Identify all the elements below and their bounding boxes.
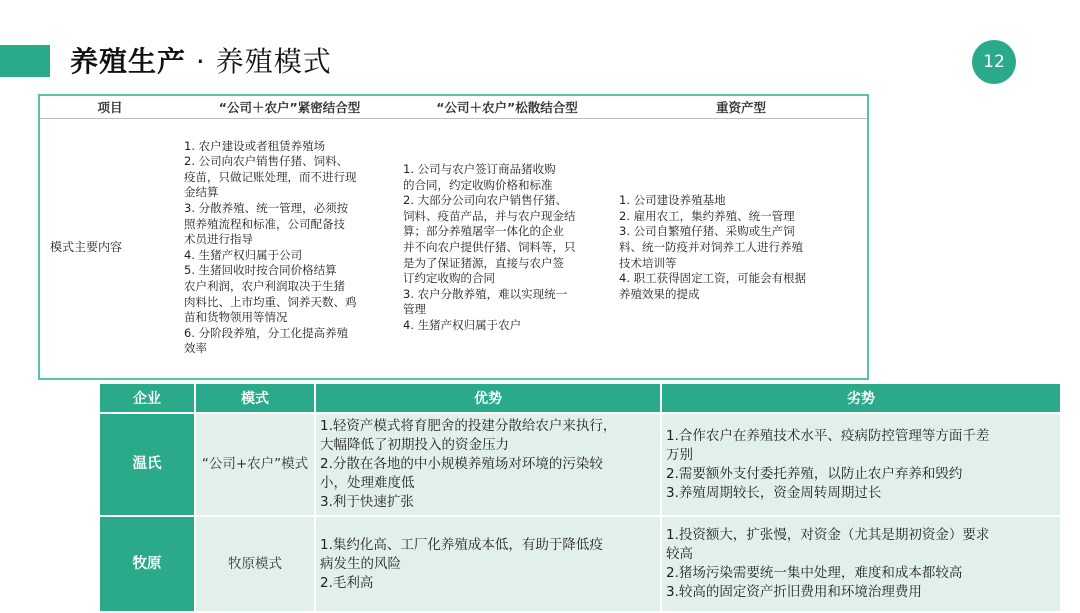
heavy-line: 4. 职工获得固定工资，可能会有根据 xyxy=(619,271,807,286)
header-heavy: 重资产型 xyxy=(615,96,867,119)
models-table-header xyxy=(40,96,867,119)
mode-cell: 牧原模式 xyxy=(195,516,315,612)
header-pros: 优势 xyxy=(315,383,661,413)
company-cell: 牧原 xyxy=(99,516,195,612)
tight-line: 5. 生猪回收时按合同价格结算 xyxy=(184,263,337,278)
models-table-row xyxy=(40,119,867,377)
table-row xyxy=(99,516,1061,612)
heavy-cell xyxy=(615,119,867,377)
header-company: 企业 xyxy=(99,383,195,413)
pros-line: 小，处理难度低 xyxy=(320,475,415,491)
loose-line: 2. 大部分公司向农户销售仔猪、 xyxy=(403,193,568,208)
row-label: 模式主要内容 xyxy=(50,239,123,254)
loose-line: 饲料、疫苗产品，并与农户现金结 xyxy=(403,208,576,223)
pros-line: 大幅降低了初期投入的资金压力 xyxy=(320,437,509,453)
tight-line: 照养殖流程和标准，公司配备技 xyxy=(184,216,345,231)
cons-cell xyxy=(661,516,1061,612)
company-cell: 温氏 xyxy=(99,413,195,516)
title-main: 养殖生产 xyxy=(70,45,187,78)
tight-line: 术员进行指导 xyxy=(184,232,253,247)
comparison-table-header xyxy=(99,383,1061,413)
cons-line: 1.投资额大，扩张慢，对资金（尤其是期初资金）要求 xyxy=(666,527,990,543)
cons-line: 3.养殖周期较长，资金周转周期过长 xyxy=(666,484,882,501)
pros-cell xyxy=(315,413,661,516)
page-number-badge: 12 xyxy=(972,40,1016,84)
title-separator: · xyxy=(195,45,206,78)
tight-line: 1. 农户建设或者租赁养殖场 xyxy=(184,138,326,153)
title-accent-bar xyxy=(0,45,50,77)
heavy-line: 2. 雇用农工，集约养殖、统一管理 xyxy=(619,208,795,223)
loose-cell xyxy=(399,119,615,377)
loose-line: 1. 公司与农户签订商品猪收购 xyxy=(403,161,556,176)
header-item: 项目 xyxy=(40,96,180,119)
heavy-line: 技术培训等 xyxy=(619,255,677,270)
loose-line: 是为了保证猪源，直接与农户签 xyxy=(403,255,564,270)
heavy-line: 料、统一防疫并对饲养工人进行养殖 xyxy=(619,239,803,254)
cons-line: 1.合作农户在养殖技术水平、疫病防控管理等方面千差 xyxy=(666,427,990,444)
tight-line: 3. 分散养殖、统一管理，必须按 xyxy=(184,200,349,215)
pros-line: 2.毛利高 xyxy=(320,574,374,591)
header-mode: 模式 xyxy=(195,383,315,413)
header-cons: 劣势 xyxy=(661,383,1061,413)
tight-line: 苗和货物领用等情况 xyxy=(184,310,288,325)
loose-line: 的合同，约定收购价格和标准 xyxy=(403,177,553,192)
pros-line: 2.分散在各地的中小规模养殖场对环境的污染较 xyxy=(320,456,603,472)
tight-line: 疫苗，只做记账处理，而不进行现 xyxy=(184,169,357,184)
models-table xyxy=(38,94,869,380)
heavy-line: 养殖效果的提成 xyxy=(619,286,700,301)
tight-line: 肉料比、上市均重、饲养天数、鸡 xyxy=(184,294,357,309)
cons-line: 3.较高的固定资产折旧费用和环境治理费用 xyxy=(666,584,922,600)
loose-line: 算；部分养殖屠宰一体化的企业 xyxy=(403,224,564,239)
page-title xyxy=(70,40,332,80)
loose-line: 订约定收购的合同 xyxy=(403,271,495,286)
loose-line: 管理 xyxy=(403,302,426,317)
tight-line: 2. 公司向农户销售仔猪、饲料、 xyxy=(184,154,349,169)
cons-line: 万别 xyxy=(666,446,693,463)
loose-line: 并不向农户提供仔猪、饲料等，只 xyxy=(403,239,576,254)
pros-line: 3.利于快速扩张 xyxy=(320,494,414,510)
tight-line: 农户利润，农户利润取决于生猪 xyxy=(184,278,345,293)
tight-line: 效率 xyxy=(184,341,207,356)
tight-line: 6. 分阶段养殖，分工化提高养殖 xyxy=(184,325,349,340)
mode-cell: “公司+农户”模式 xyxy=(195,413,315,516)
header-loose: “公司＋农户”松散结合型 xyxy=(399,96,615,119)
heavy-line: 3. 公司自繁殖仔猪、采购或生产饲 xyxy=(619,224,795,239)
pros-line: 病发生的风险 xyxy=(320,555,401,572)
tight-line: 金结算 xyxy=(184,185,219,200)
tight-cell xyxy=(180,119,399,377)
cons-line: 较高 xyxy=(666,546,693,562)
loose-line: 4. 生猪产权归属于农户 xyxy=(403,317,522,332)
title-sub: 养殖模式 xyxy=(215,45,332,78)
tight-line: 4. 生猪产权归属于公司 xyxy=(184,247,303,262)
pros-line: 1.轻资产模式将育肥舍的投建分散给农户来执行， xyxy=(320,418,617,434)
pros-cell xyxy=(315,516,661,612)
heavy-line: 1. 公司建设养殖基地 xyxy=(619,193,726,208)
cons-line: 2.需要额外支付委托养殖，以防止农户弃养和毁约 xyxy=(666,465,963,482)
cons-line: 2.猪场污染需要统一集中处理，难度和成本都较高 xyxy=(666,565,963,581)
loose-line: 3. 农户分散养殖，难以实现统一 xyxy=(403,286,568,301)
cons-cell xyxy=(661,413,1061,516)
comparison-table xyxy=(98,382,1062,613)
header-tight: “公司＋农户”紧密结合型 xyxy=(180,96,399,119)
table-row xyxy=(99,413,1061,516)
pros-line: 1.集约化高、工厂化养殖成本低，有助于降低疫 xyxy=(320,536,603,553)
